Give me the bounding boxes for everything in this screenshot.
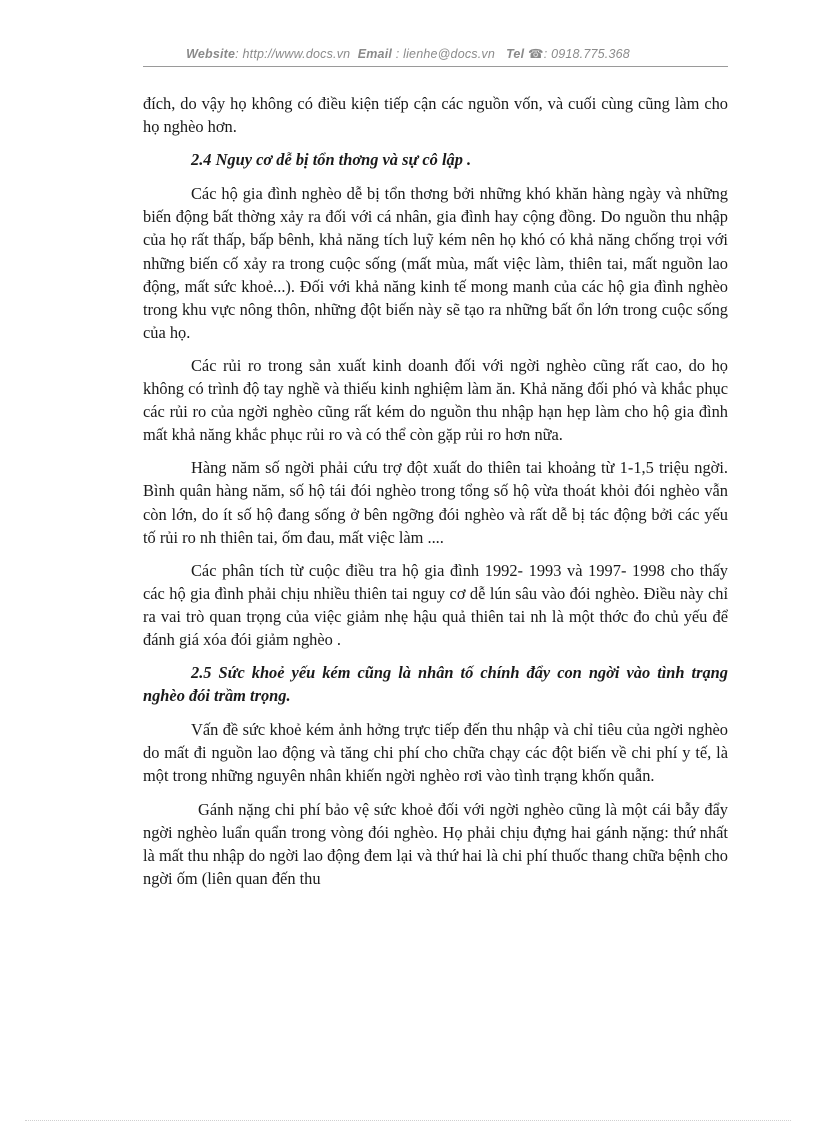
section-heading-2-5: 2.5 Sức khoẻ yếu kém cũng là nhân tố chính đẩy con ngời vào tình trạng nghèo đói trầm trọng. bbox=[143, 663, 728, 706]
section-heading-2-4: 2.4 Nguy cơ dễ bị tổn thơng và sự cô lập . bbox=[191, 150, 472, 170]
tel-label: Tel bbox=[506, 47, 525, 61]
paragraph: Các phân tích từ cuộc điều tra hộ gia đình 1992- 1993 và 1997- 1998 cho thấy các hộ gia đình phải chịu nhiều thiên tai nguy cơ dễ lún sâu vào đói nghèo. Điều này chỉ ra vai trò quan trọng của việc giảm nhẹ hậu quả thiên tai nh là một thớc đo chủ yếu để đánh giá xóa đói giảm nghèo . bbox=[143, 560, 728, 649]
paragraph-continuation: đích, do vậy họ không có điều kiện tiếp cận các nguồn vốn, và cuối cùng cũng làm cho họ nghèo hơn. bbox=[143, 94, 728, 137]
email-label: Email bbox=[357, 47, 393, 61]
paragraph: Vấn đề sức khoẻ kém ảnh hởng trực tiếp đến thu nhập và chỉ tiêu của ngời nghèo do mất đi nguồn lao động và tăng chi phí cho chữa chạy các đột biến về chi phí y tế, là một trong những nguyên nhân khiến ngời nghèo rơi vào tình trạng khốn quẫn. bbox=[143, 720, 728, 786]
paragraph: Các hộ gia đình nghèo dễ bị tổn thơng bởi những khó khăn hàng ngày và những biến động bất thờng xảy ra đối với cá nhân, gia đình hay cộng đồng. Do nguồn thu nhập của họ rất thấp, bấp bênh, khả năng tích luỹ kém nên họ khó có khả năng chống trọi với những biến cố xảy ra trong cuộc sống (mất mùa, mất việc làm, thiên tai, mất nguồn lao động, mất sức khoẻ...). Đối với khả năng kinh tế mong manh của các hộ gia đình nghèo trong khu vực nông thôn, những đột biến này sẽ tạo ra những bất ổn lớn trong cuộc sống của họ. bbox=[143, 184, 728, 342]
email-value[interactable]: : lienhe@docs.vn bbox=[395, 47, 496, 61]
document-body bbox=[143, 92, 728, 900]
page-header bbox=[0, 46, 816, 61]
paragraph: Gánh nặng chi phí bảo vệ sức khoẻ đối với ngời nghèo cũng là một cái bẫy đẩy ngời nghèo luẩn quẩn trong vòng đói nghèo. Họ phải chịu đựng hai gánh nặng: thứ nhất là mất thu nhập do ngời lao động đem lại và thứ hai là chi phí thuốc thang chữa bệnh cho ngời ốm (liên quan đến thu bbox=[143, 799, 728, 888]
website-value[interactable]: : http://www.docs.vn bbox=[235, 47, 351, 61]
paragraph: Hàng năm số ngời phải cứu trợ đột xuất do thiên tai khoảng từ 1-1,5 triệu ngời. Bình quân hàng năm, số hộ tái đói nghèo trong tổng số hộ vừa thoát khỏi đói nghèo vẫn còn lớn, do ít số hộ đang sống ở bên ngỡng đói nghèo và rất dễ bị tác động bởi các yếu tố rủi ro nh thiên tai, ốm đau, mất việc làm .... bbox=[143, 458, 728, 547]
header-divider bbox=[143, 66, 728, 67]
footer-divider bbox=[25, 1120, 791, 1121]
tel-value: ☎: 0918.775.368 bbox=[527, 47, 630, 61]
website-label: Website bbox=[186, 47, 236, 61]
paragraph: Các rủi ro trong sản xuất kinh doanh đối với ngời nghèo cũng rất cao, do họ không có trình độ tay nghề và thiếu kinh nghiệm làm ăn. Khả năng đối phó và khắc phục các rủi ro của ngời nghèo cũng rất kém do nguồn thu nhập hạn hẹp làm cho hộ gia đình mất khả năng khắc phục rủi ro và có thể còn gặp rủi ro hơn nữa. bbox=[143, 355, 728, 445]
